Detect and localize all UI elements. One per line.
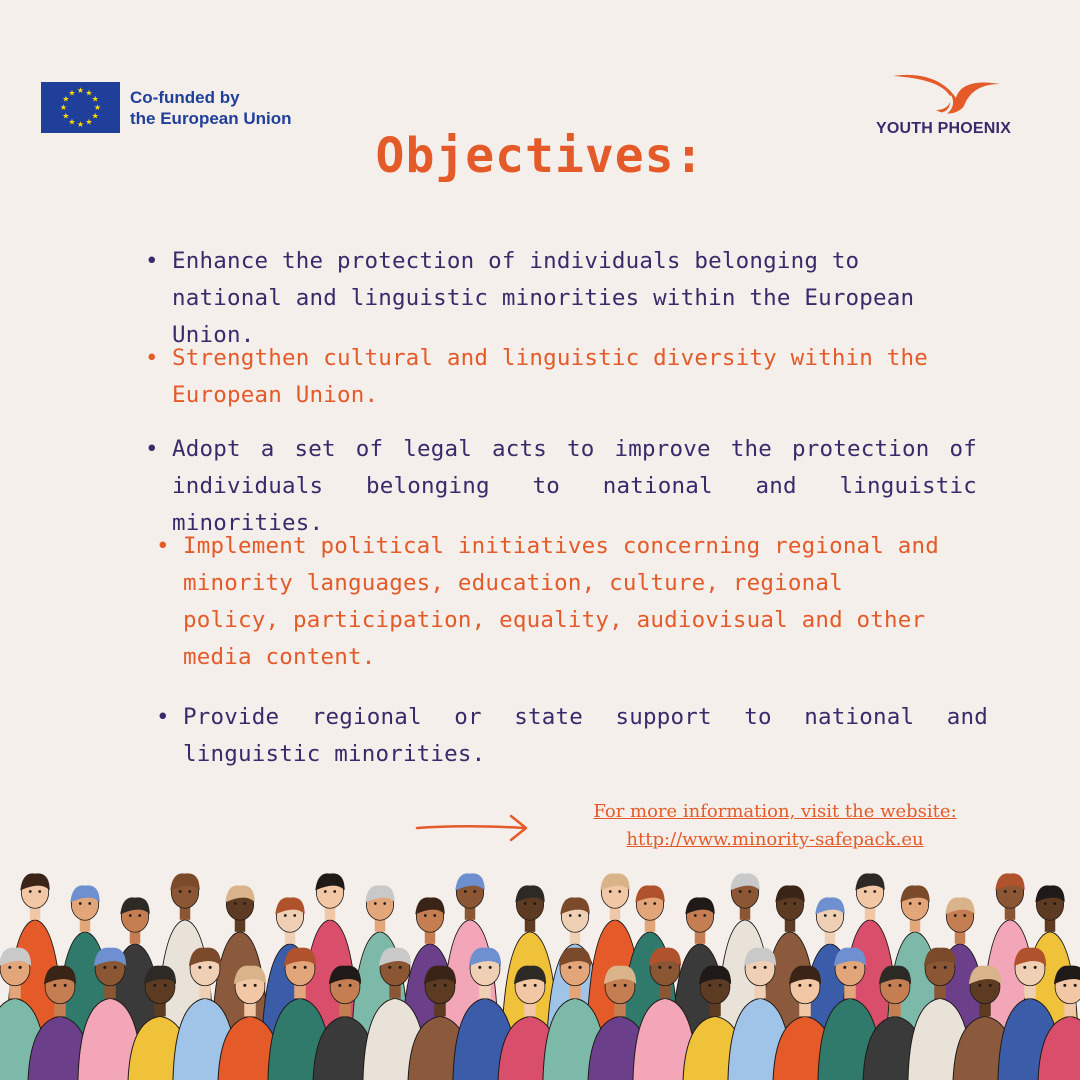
objective-item-1: • Enhance the protection of individuals belonging to national and linguistic minorities within the European Union. [172, 243, 952, 354]
objective-text-2: Strengthen cultural and linguistic diversity within the European Union. [172, 345, 929, 408]
svg-text:★: ★ [62, 111, 70, 121]
svg-text:★: ★ [62, 94, 70, 104]
website-link[interactable]: http://www.minority-safepack.eu [626, 829, 924, 850]
objective-text-4: Implement political initiatives concerning regional and minority languages, education, culture, regional policy, participation, equality, audiovisual and other media content. [183, 533, 940, 670]
svg-text:★: ★ [68, 117, 76, 127]
objective-text-3: Adopt a set of legal acts to improve the protection of individuals belonging to national and linguistic minorities. [172, 436, 977, 536]
svg-text:★: ★ [76, 120, 85, 129]
svg-text:★: ★ [76, 86, 85, 95]
page-title: Objectives: [375, 128, 705, 184]
phoenix-bird-icon [888, 70, 1008, 120]
objective-item-4: • Implement political initiatives concerning regional and minority languages, education, culture, regional policy, participation, equality, audiovisual and other media content. [183, 528, 943, 676]
svg-text:★: ★ [68, 88, 76, 98]
objective-item-5: • Provide regional or state support to national and linguistic minorities. [183, 699, 988, 773]
eu-cofunded-logo [41, 82, 292, 133]
eu-flag-icon [41, 82, 120, 133]
objective-item-2: • Strengthen cultural and linguistic diversity within the European Union. [172, 340, 932, 414]
eu-logo-line1: Co-funded by [130, 87, 240, 107]
svg-text:★: ★ [93, 103, 102, 112]
more-info-text: For more information, visit the website: [593, 801, 957, 822]
more-info [560, 798, 990, 854]
objective-text-1: Enhance the protection of individuals belonging to national and linguistic minorities within the European Union. [172, 248, 915, 348]
svg-text:★: ★ [85, 117, 93, 127]
svg-text:★: ★ [59, 103, 68, 112]
youth-phoenix-name: YOUTH PHOENIX [876, 120, 1012, 137]
objective-text-5: Provide regional or state support to national and linguistic minorities. [183, 704, 988, 767]
svg-text:★: ★ [91, 111, 99, 121]
right-arrow-icon [415, 812, 530, 844]
svg-text:★: ★ [91, 94, 99, 104]
eu-logo-line2: the European Union [130, 108, 292, 128]
crowd-illustration [0, 862, 1080, 1080]
objective-item-3: • Adopt a set of legal acts to improve the protection of individuals belonging to national and linguistic minorities. [172, 431, 977, 542]
svg-text:★: ★ [85, 88, 93, 98]
